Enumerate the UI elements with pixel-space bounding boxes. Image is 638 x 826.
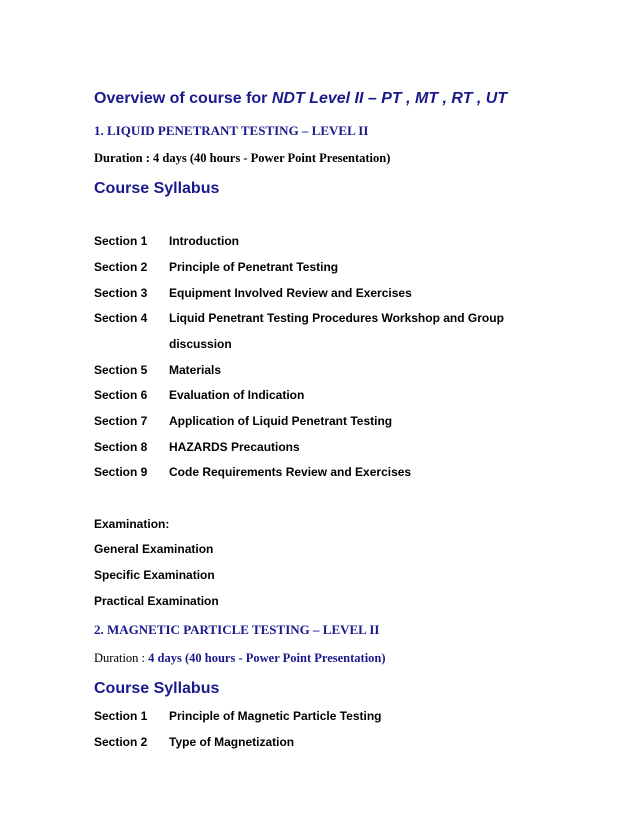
syllabus-row-title: Equipment Involved Review and Exercises bbox=[169, 286, 412, 300]
syllabus-row-num: Section 4 bbox=[94, 311, 148, 325]
syllabus-row-title: Liquid Penetrant Testing Procedures Workshop and Group bbox=[169, 311, 504, 325]
section1-syllabus-title: Course Syllabus bbox=[94, 180, 220, 197]
syllabus-row-title: Principle of Magnetic Particle Testing bbox=[169, 709, 382, 723]
syllabus-row-num: Section 2 bbox=[94, 260, 148, 274]
syllabus-row-title: Type of Magnetization bbox=[169, 735, 295, 749]
syllabus-row-num: Section 1 bbox=[94, 709, 148, 723]
syllabus-row-num: Section 3 bbox=[94, 286, 148, 300]
syllabus-row-title: Materials bbox=[169, 363, 222, 377]
section2-heading: 2. MAGNETIC PARTICLE TESTING – LEVEL II bbox=[94, 622, 380, 637]
syllabus-row-title-continued: discussion bbox=[169, 337, 232, 351]
syllabus-row-num: Section 1 bbox=[94, 234, 148, 248]
page-title-course: NDT Level II – PT , MT , RT , UT bbox=[271, 90, 508, 107]
examination-item: Practical Examination bbox=[94, 594, 219, 608]
section2-duration-value: 4 days (40 hours - Power Point Presentation) bbox=[148, 651, 386, 665]
section2-duration bbox=[94, 651, 386, 666]
syllabus-row-title: HAZARDS Precautions bbox=[169, 440, 300, 454]
syllabus-row-num: Section 7 bbox=[94, 414, 148, 428]
syllabus-row-num: Section 2 bbox=[94, 735, 148, 749]
section2-duration-label: Duration : bbox=[94, 651, 149, 665]
syllabus-row-title: Principle of Penetrant Testing bbox=[169, 260, 339, 274]
syllabus-row-num: Section 6 bbox=[94, 388, 148, 402]
page-title bbox=[94, 90, 507, 108]
syllabus-row-num: Section 5 bbox=[94, 363, 148, 377]
page-title-prefix: Overview of course for bbox=[94, 90, 272, 107]
syllabus-row-num: Section 9 bbox=[94, 465, 148, 479]
examination-item: Specific Examination bbox=[94, 568, 215, 582]
syllabus-row-title: Application of Liquid Penetrant Testing bbox=[169, 414, 393, 428]
section1-duration: Duration : 4 days (40 hours - Power Point Presentation) bbox=[94, 151, 391, 165]
syllabus-row-title: Code Requirements Review and Exercises bbox=[169, 465, 412, 479]
section1-heading: 1. LIQUID PENETRANT TESTING – LEVEL II bbox=[94, 123, 369, 138]
examination-label: Examination: bbox=[94, 517, 170, 531]
examination-item: General Examination bbox=[94, 542, 214, 556]
syllabus-row-title: Evaluation of Indication bbox=[169, 388, 305, 402]
section2-syllabus-title: Course Syllabus bbox=[94, 680, 220, 697]
syllabus-row-num: Section 8 bbox=[94, 440, 148, 454]
syllabus-row-title: Introduction bbox=[169, 234, 239, 248]
